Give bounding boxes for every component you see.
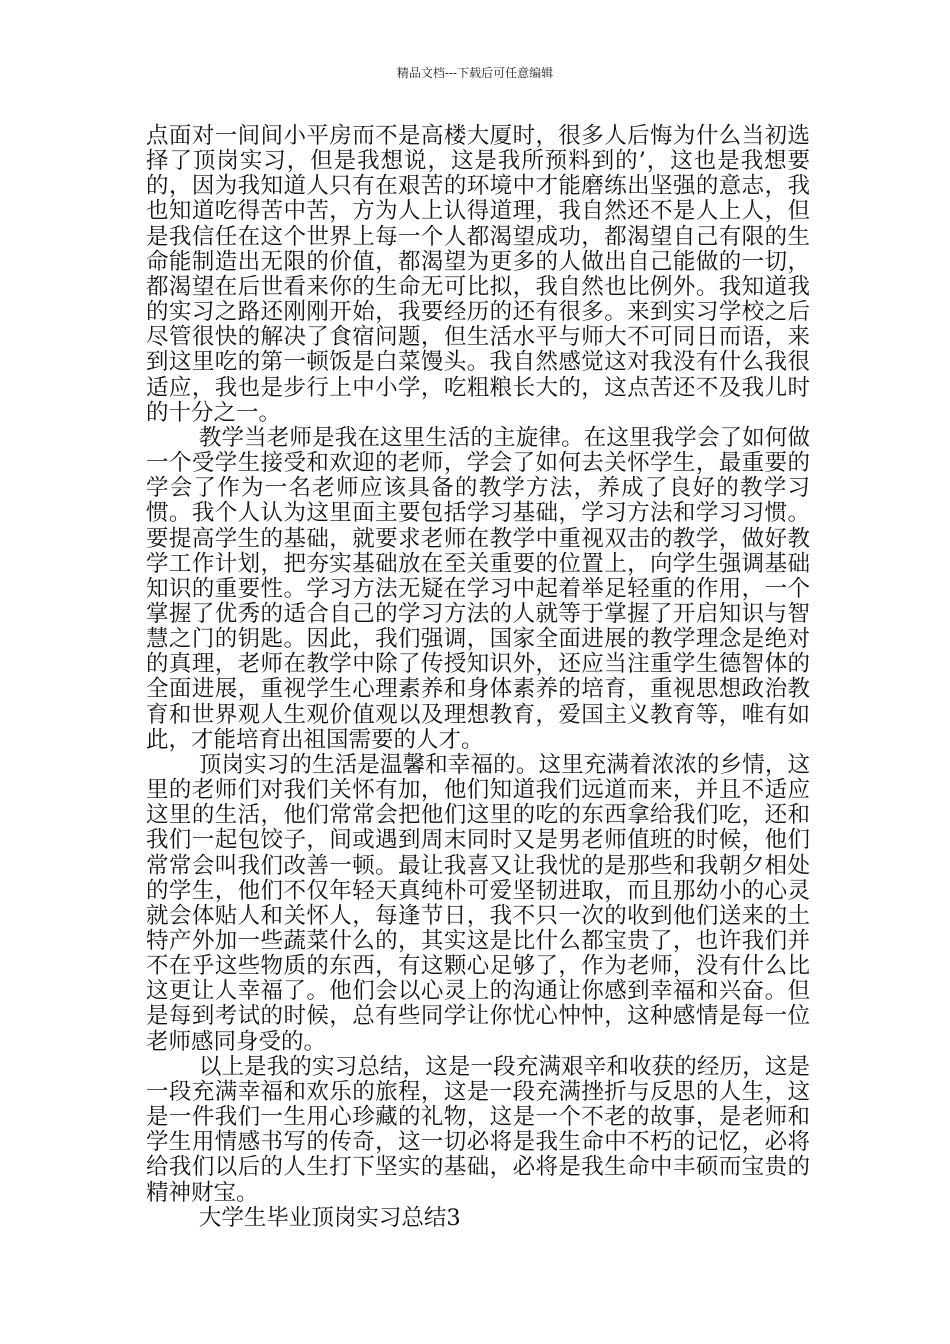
page-header: 精品文档---下载后可任意编辑 (396, 66, 554, 80)
section-heading: 大学生毕业顶岗实习总结3 (198, 1204, 461, 1231)
document-body (146, 124, 810, 1231)
paragraph-2: 教学当老师是我在这里生活的主旋律。在这里我学会了如何做一个受学生接受和欢迎的老师，学会了如何去关怀学生，最重要的学会了作为一名老师应该具备的教学方法，养成了良好的教学习惯。我个人认为这里面主要包括学习基础，学习方法和学习习惯。要提高学生的基础，就要求老师在教学中重视双击的教学，做好教学工作计划，把夯实基础放在至关重要的位置上，向学生强调基础知识的重要性。学习方法无疑在学习中起着举足轻重的作用，一个掌握了优秀的适合自己的学习方法的人就等于掌握了开启知识与智慧之门的钥匙。因此，我们强调，国家全面进展的教学理念是绝对的真理，老师在教学中除了传授知识外，还应当注重学生德智体的全面进展，重视学生心理素养和身体素养的培育，重视思想政治教育和世界观人生观价值观以及理想教育，爱国主义教育等，唯有如此，才能培育出祖国需要的人才。 (146, 424, 810, 753)
paragraph-1: 点面对一间间小平房而不是高楼大厦时，很多人后悔为什么当初选择了顶岗实习，但是我想说，这是我所预料到的’，这也是我想要的，因为我知道人只有在艰苦的环境中才能磨练出坚强的意志，我也知道吃得苦中苦，方为人上认得道理，我自然还不是人上人，但是我信任在这个世界上每一个人都渴望成功，都渴望自己有限的生命能制造出无限的价值，都渴望为更多的人做出自己能做的一切，都渴望在后世看来你的生命无可比拟，我自然也比例外。我知道我的实习之路还刚刚开始，我要经历的还有很多。来到实习学校之后尽管很快的解决了食宿问题，但生活水平与师大不可同日而语，来到这里吃的第一顿饭是白菜馒头。我自然感觉这对我没有什么我很适应，我也是步行上中小学，吃粗粮长大的，这点苦还不及我儿时的十分之一。 (146, 123, 810, 426)
paragraph-4: 以上是我的实习总结，这是一段充满艰辛和收获的经历，这是一段充满幸福和欢乐的旅程，这是一段充满挫折与反思的人生，这是一件我们一生用心珍藏的礼物，这是一个不老的故事，是老师和学生用情感书写的传奇，这一切必将是我生命中不朽的记忆，必将给我们以后的人生打下坚实的基础，必将是我生命中丰硕而宝贵的精神财宝。 (146, 1053, 810, 1206)
paragraph-3: 顶岗实习的生活是温馨和幸福的。这里充满着浓浓的乡情，这里的老师们对我们关怀有加，他们知道我们远道而来，并且不适应这里的生活，他们常常会把他们这里的吃的东西拿给我们吃，还和我们一起包饺子，间或遇到周末同时又是男老师值班的时候，他们常常会叫我们改善一顿。最让我喜又让我忧的是那些和我朝夕相处的学生，他们不仅年轻天真纯朴可爱坚韧进取，而且那幼小的心灵就会体贴人和关怀人，每逢节日，我不只一次的收到他们送来的土特产外加一些蔬菜什么的，其实这是比什么都宝贵了，也许我们并不在乎这些物质的东西，有这颗心足够了，作为老师，没有什么比这更让人幸福了。他们会以心灵上的沟通让你感到幸福和兴奋。但是每到考试的时候，总有些同学让你忧心忡忡，这种感情是每一位老师感同身受的。 (146, 751, 810, 1055)
